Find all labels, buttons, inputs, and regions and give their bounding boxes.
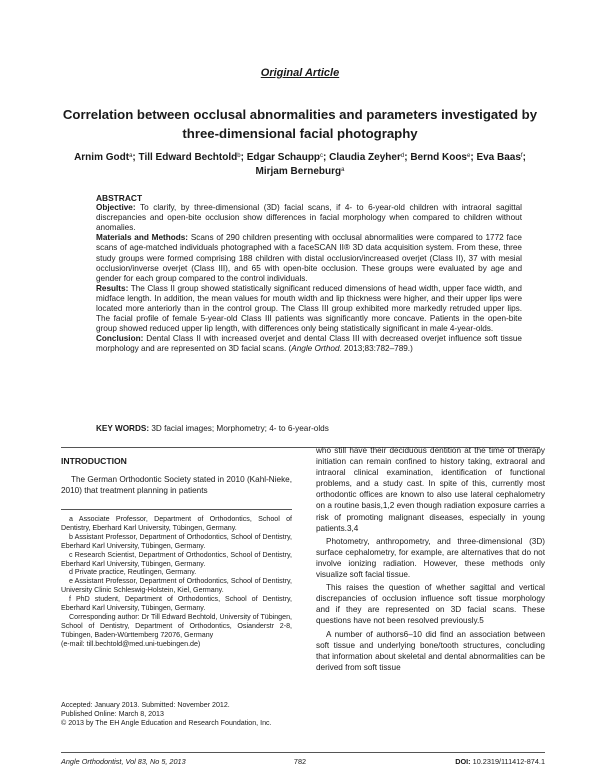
footnote: b Assistant Professor, Department of Orthodontics, School of Dentistry, Eberhard Karl University, Tübingen, Germany. [61,532,292,550]
author-affiliation-marker: c [320,153,324,159]
methods-label: Materials and Methods: [96,233,189,243]
methods-text: Scans of 290 children presenting with occlusal abnormalities were compared to 1772 face scans of age-matched individuals photographed with a faceSCAN II® 3D data acquisition system. From these, three study groups were formed comprising 188 children with distal occlusion/increased overjet (Class II), 37 with mesial occlusion/inverse overjet (Class III), and 65 with open-bite occlusion. These groups were evaluated by age and gender for each group compared to the control individuals. [96,233,522,283]
publication-info [61,701,292,728]
right-column [316,445,545,675]
body-paragraph: who still have their deciduous dentition at the time of therapy initiation can remain confined to history taking, extraoral and intraoral clinical examination, identification of functional problems, and a study cast. In spite of this, currently most orthodontic offices are known to also use lateral cephalometry on a routine basis,1,2 even though radiation exposure carries a risk of promoting malignant diseases, especially in young patients.3,4 [316,446,545,533]
body-paragraph: This raises the question of whether sagittal and vertical discrepancies of occlusion influence soft tissue morphology and if they are represented on 3D facial scans. These questions have not been resolved previously.5 [316,583,545,626]
keywords-text: 3D facial images; Morphometry; 4- to 6-year-olds [151,424,329,433]
footnote-divider [61,509,292,510]
paper-title: Correlation between occlusal abnormalities and parameters investigated by three-dimensional facial photography [62,107,538,141]
citation-rest: 2013;83:782–789.) [341,344,413,354]
author-name[interactable]: Till Edward Bechtold [138,152,238,163]
author-affiliation-marker: a [341,167,345,173]
footnote: e Assistant Professor, Department of Orthodontics, School of Dentistry, University Clinic Schleswig-Holstein, Kiel, Germany. [61,577,292,595]
objective-text: To clarify, by three-dimensional (3D) facial scans, if 4- to 6-year-old children with intraoral sagittal discrepancies and open-bite occlusion show differences in facial morphology when compared to children without anomalies. [96,203,522,233]
author-name[interactable]: Arnim Godt [74,152,130,163]
introduction-text: The German Orthodontic Society stated in 2010 (Kahl-Nieke, 2010) that treatment planning in patients [61,475,292,495]
body-paragraph: Photometry, anthropometry, and three-dimensional (3D) surface cephalometry, for example, are alternatives that do not involve ionizing radiation. However, these methods only visualize soft facial tissue. [316,536,545,580]
author-affiliation-marker: b [237,153,241,159]
author-affiliation-marker: f [520,153,523,159]
objective-label: Objective: [96,203,136,213]
accepted-date: Accepted: January 2013. Submitted: November 2012. [61,701,230,709]
conclusion-label: Conclusion: [96,334,144,344]
copyright-notice: © 2013 by The EH Angle Education and Research Foundation, Inc. [61,718,272,727]
footnotes-block [61,515,292,649]
abstract-conclusion [96,334,522,354]
footnote: f PhD student, Department of Orthodontics, School of Dentistry, Eberhard Karl University, Tübingen, Germany. [61,595,292,613]
doi-label: DOI: [455,757,471,766]
citation-journal: Angle Orthod. [291,344,342,354]
doi-value: 10.2319/111412-874.1 [470,757,545,766]
corresponding-email[interactable]: (e-mail: till.bechtold@med.uni-tuebingen.de) [61,639,201,648]
abstract-block [96,193,522,355]
published-date: Published Online: March 8, 2013 [61,709,164,718]
author-affiliation-marker: d [400,153,405,159]
abstract-heading: ABSTRACT [96,193,143,203]
author-name[interactable]: Claudia Zeyher [329,152,401,163]
author-name[interactable]: Bernd Koos [410,152,467,163]
body-paragraph: A number of authors6–10 did find an association between soft tissue and underlying bone/tooth structures, concluding that information about skeletal and dental abnormalities can be derived from soft tissue [316,629,545,672]
keywords-line [96,424,522,433]
results-label: Results: [96,283,129,293]
footnote: a Associate Professor, Department of Orthodontics, School of Dentistry, Eberhard Karl University, Tübingen, Germany. [61,515,292,532]
footer-journal: Angle Orthodontist, Vol 83, No 5, 2013 [61,757,186,766]
footnote: d Private practice, Reutlingen, Germany. [69,568,197,577]
footer-divider [61,752,545,753]
footnote: c Research Scientist, Department of Orthodontics, School of Dentistry, Eberhard Karl University, Tübingen, Germany. [61,550,292,568]
author-name[interactable]: Edgar Schaupp [246,152,321,163]
corresponding-author: Corresponding author: Dr Till Edward Bechtold, University of Tübingen, School of Dentistry, Department of Orthodontics, Osianderstr 2-8, Tübingen, Baden-Württemberg 72076, Germany [61,612,292,639]
keywords-label: KEY WORDS: [96,424,150,433]
abstract-methods [96,233,522,283]
abstract-objective [96,203,522,233]
author-affiliation-marker: e [466,153,471,159]
left-column [61,456,292,496]
article-type-label: Original Article [260,67,340,79]
abstract-results [96,284,522,334]
conclusion-text: Dental Class II with increased overjet and dental Class III with decreased overjet influence soft tissue morphology and are represented on 3D facial scans. ( [96,334,522,354]
introduction-heading: INTRODUCTION [61,456,127,466]
results-text: The Class II group showed statistically significant reduced dimensions of head width, upper face width, and midface length. In addition, the mean values for mouth width and lip thickness were higher, and their upper lips were located more anteriorly than in the control group. The Class III group exhibited more markedly retruded upper lips. The facial profile of female 5-year-old Class III patients was significantly more concave. Patients in the open-bite group showed reduced upper lip length, with differences only being statistically significant in male 4-year-olds. [96,283,522,334]
author-name[interactable]: Eva Baas [476,152,521,163]
page-number: 782 [293,757,307,766]
author-affiliation-marker: a [129,153,133,159]
author-list: Arnim Godt$^a$; Till Edward Bechtold$^b$; Edgar Schaupp$^c$; Claudia Zeyher$^d$; Bernd Koos$^e$; Eva Baas$^f$; Mirjam Berneburg$^a$ [74,152,526,177]
footer-doi[interactable] [455,757,545,766]
author-name[interactable]: Mirjam Berneburg [255,166,342,177]
